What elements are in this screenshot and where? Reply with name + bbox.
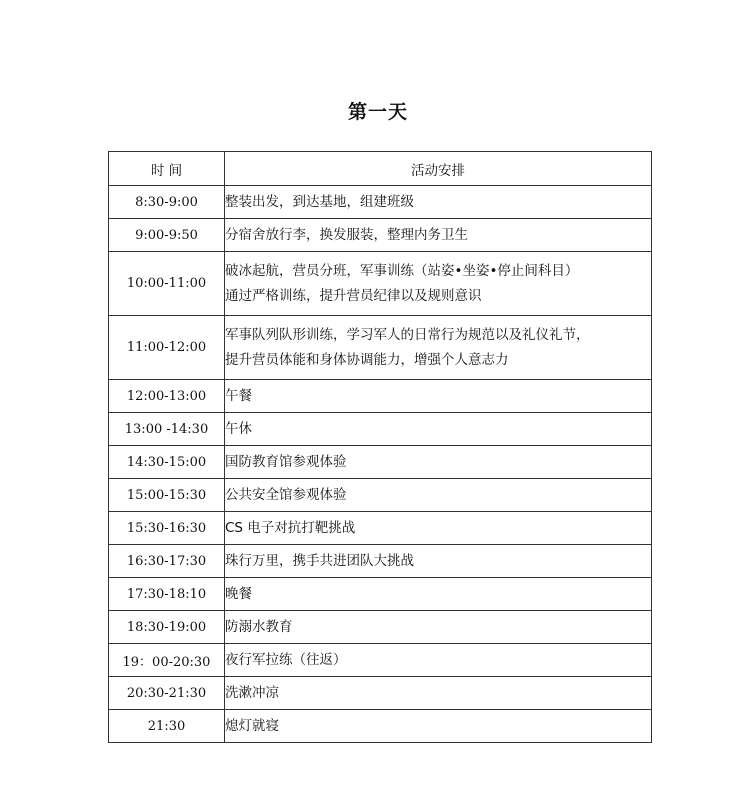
time-cell: 8:30-9:00: [109, 186, 225, 219]
time-column-header: 时 间: [109, 152, 225, 186]
activity-text: 通过严格训练，提升营员纪律以及规则意识: [225, 287, 482, 304]
table-row: [109, 479, 652, 512]
table-row: [109, 710, 652, 743]
table-row: [109, 644, 652, 677]
table-row: [109, 512, 652, 545]
time-cell: 11:00-12:00: [109, 316, 225, 380]
time-cell: 9:00-9:50: [109, 219, 225, 252]
activity-cell: [225, 611, 652, 644]
activity-text: 整装出发，到达基地，组建班级: [225, 193, 414, 210]
activity-text: 军事队列队形训练，学习军人的日常行为规范以及礼仪礼节，: [225, 326, 590, 343]
table-row: [109, 677, 652, 710]
activity-cell: [225, 380, 652, 413]
time-cell: 18:30-19:00: [109, 611, 225, 644]
activity-text: CS 电子对抗打靶挑战: [225, 519, 356, 536]
activity-text: 防溺水教育: [225, 618, 293, 635]
table-row: [109, 219, 652, 252]
activity-text: 午餐: [225, 387, 252, 404]
activity-cell: [225, 413, 652, 446]
activity-cell: [225, 186, 652, 219]
time-cell: 21:30: [109, 710, 225, 743]
activity-cell: [225, 479, 652, 512]
page-title: 第一天: [347, 101, 408, 123]
activity-cell: [225, 446, 652, 479]
schedule-table: [108, 151, 652, 743]
table-row: [109, 611, 652, 644]
activity-cell: [225, 512, 652, 545]
activity-text: 洗漱冲凉: [225, 684, 279, 701]
activity-text: 晚餐: [225, 585, 252, 602]
activity-cell: [225, 316, 652, 380]
time-cell: 13:00 -14:30: [109, 413, 225, 446]
activity-text: 珠行万里，携手共进团队大挑战: [225, 552, 414, 569]
schedule-body: [109, 186, 652, 743]
activity-cell: [225, 578, 652, 611]
time-cell: 12:00-13:00: [109, 380, 225, 413]
activity-text: 提升营员体能和身体协调能力，增强个人意志力: [225, 351, 509, 368]
table-row: [109, 186, 652, 219]
activity-text: 午休: [225, 420, 252, 437]
table-row: [109, 380, 652, 413]
activity-text: 公共安全馆参观体验: [225, 486, 347, 503]
table-row: [109, 413, 652, 446]
activity-cell: [225, 545, 652, 578]
activity-cell: [225, 710, 652, 743]
activity-text: 国防教育馆参观体验: [225, 453, 347, 470]
table-header-row: [109, 152, 652, 186]
activity-text: 熄灯就寝: [225, 717, 279, 734]
table-row: [109, 316, 652, 380]
activity-column-header: 活动安排: [225, 152, 652, 186]
table-row: [109, 252, 652, 316]
time-cell: 20:30-21:30: [109, 677, 225, 710]
activity-cell: [225, 252, 652, 316]
time-cell: 17:30-18:10: [109, 578, 225, 611]
activity-text: 夜行军拉练（往返）: [225, 651, 347, 668]
time-cell: 14:30-15:00: [109, 446, 225, 479]
activity-cell: [225, 677, 652, 710]
time-cell: 10:00-11:00: [109, 252, 225, 316]
table-row: [109, 578, 652, 611]
table-row: [109, 446, 652, 479]
activity-text: 分宿舍放行李，换发服装，整理内务卫生: [225, 226, 468, 243]
time-cell: 15:30-16:30: [109, 512, 225, 545]
time-cell: 15:00-15:30: [109, 479, 225, 512]
time-cell: 16:30-17:30: [109, 545, 225, 578]
time-cell: 19：00-20:30: [109, 644, 225, 677]
activity-cell: [225, 219, 652, 252]
table-row: [109, 545, 652, 578]
activity-cell: [225, 644, 652, 677]
activity-text: 破冰起航，营员分班，军事训练（站姿•坐姿•停止间科目）: [225, 262, 579, 279]
